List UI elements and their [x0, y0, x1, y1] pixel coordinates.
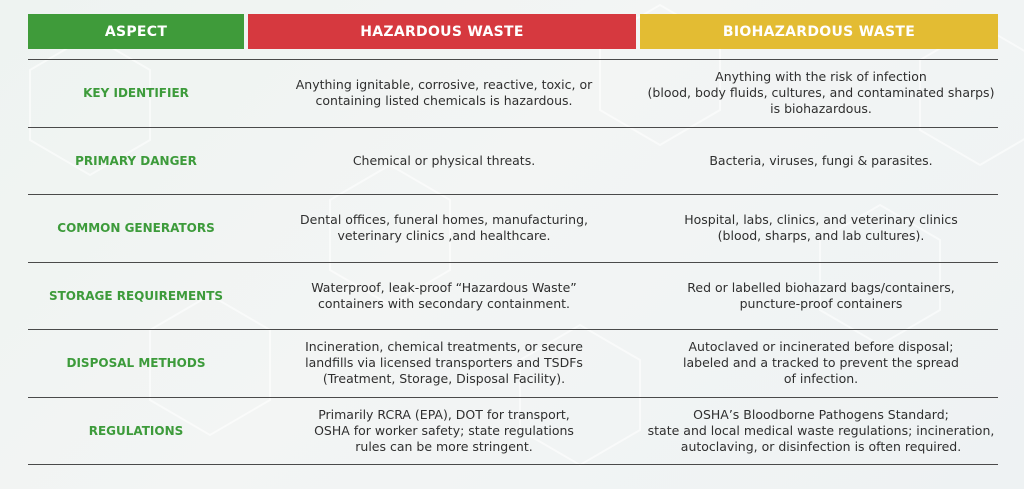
aspect-label: STORAGE REQUIREMENTS [48, 288, 224, 303]
comparison-table [28, 14, 998, 465]
table-row [28, 128, 998, 196]
aspect-label: COMMON GENERATORS [57, 221, 215, 236]
header-biohazardous-waste: BIOHAZARDOUS WASTE [640, 14, 998, 49]
header-aspect: ASPECT [28, 14, 244, 49]
table-body [28, 59, 998, 465]
biohazardous-cell: Red or labelled biohazard bags/containers, puncture-proof containers [687, 279, 955, 311]
table-row [28, 263, 998, 331]
table-row [28, 398, 998, 466]
hazardous-cell: Waterproof, leak-proof “Hazardous Waste” containers with secondary containment. [311, 279, 577, 311]
aspect-label: PRIMARY DANGER [75, 153, 197, 168]
biohazardous-cell: Hospital, labs, clinics, and veterinary clinics (blood, sharps, and lab cultures). [684, 212, 958, 244]
aspect-label: DISPOSAL METHODS [66, 356, 206, 371]
table-header [28, 14, 998, 49]
header-hazardous-waste: HAZARDOUS WASTE [248, 14, 636, 49]
hazardous-cell: Anything ignitable, corrosive, reactive, toxic, or containing listed chemicals is hazardous. [295, 77, 593, 109]
hazardous-cell: Incineration, chemical treatments, or secure landfills via licensed transporters and TSDFs (Treatment, Storage, Disposal Facility). [305, 339, 583, 387]
table-row [28, 195, 998, 263]
table-row [28, 330, 998, 398]
biohazardous-cell: Bacteria, viruses, fungi & parasites. [709, 152, 933, 168]
aspect-label: KEY IDENTIFIER [83, 86, 189, 101]
table-row [28, 60, 998, 128]
biohazardous-cell: Anything with the risk of infection (blood, body fluids, cultures, and contaminated sharps) is biohazardous. [647, 69, 995, 117]
aspect-label: REGULATIONS [88, 423, 184, 438]
biohazardous-cell: OSHA’s Bloodborne Pathogens Standard; state and local medical waste regulations; incineration, autoclaving, or disinfection is often required. [647, 406, 995, 454]
biohazardous-cell: Autoclaved or incinerated before disposal; labeled and a tracked to prevent the spread of infection. [683, 339, 959, 387]
hazardous-cell: Chemical or physical threats. [352, 152, 536, 168]
hazardous-cell: Dental offices, funeral homes, manufacturing, veterinary clinics ,and healthcare. [300, 212, 588, 244]
hazardous-cell: Primarily RCRA (EPA), DOT for transport, OSHA for worker safety; state regulations rules can be more stringent. [314, 406, 574, 454]
